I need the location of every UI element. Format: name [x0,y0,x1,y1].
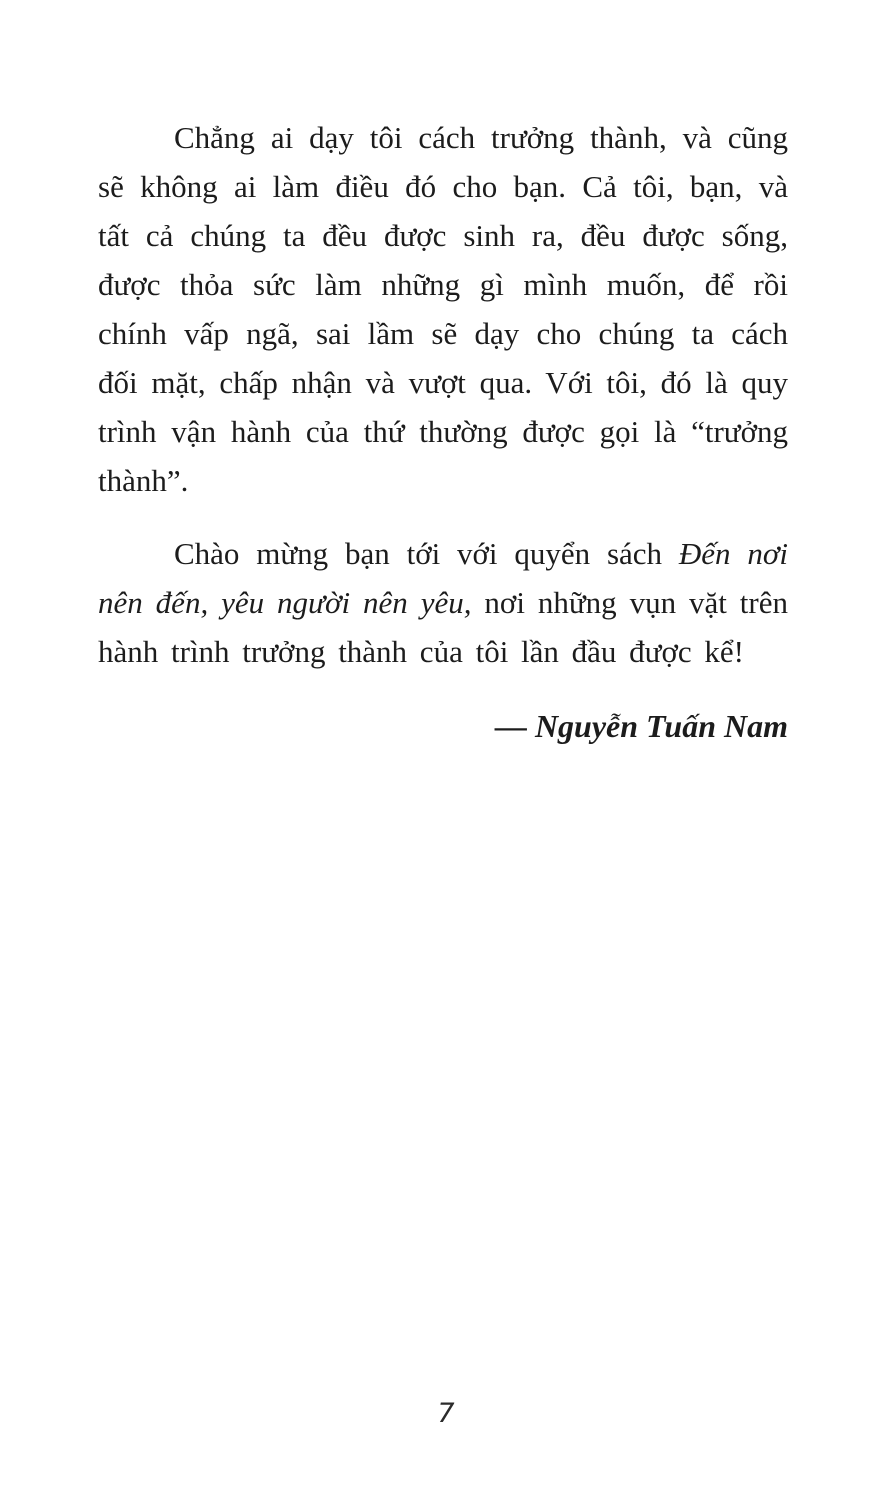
author-signature: — Nguyễn Tuấn Nam [494,708,788,744]
paragraph-opening: Chẳng ai dạy tôi cách trưởng thành, và cũng sẽ không ai làm điều đó cho bạn. Cả tôi, bạn, và tất cả chúng ta đều được sinh ra, đều được sống, được thỏa sức làm những gì mình muốn, để rồi chính vấp ngã, sai lầm sẽ dạy cho chúng ta cách đối mặt, chấp nhận và vượt qua. Với tôi, đó là quy trình vận hành của thứ thường được gọi là “trưởng thành”. [98,120,788,498]
paragraph-welcome [98,529,788,676]
book-title: Đến nơi nên đến, yêu người nên yêu, [98,536,788,620]
paragraph-welcome-tail: nơi những vụn vặt trên hành trình trưởng thành của tôi lần đầu được kể! [98,585,788,669]
page-number: 7 [437,1398,455,1429]
paragraph-welcome-lead: Chào mừng bạn tới với quyển sách [174,536,679,571]
